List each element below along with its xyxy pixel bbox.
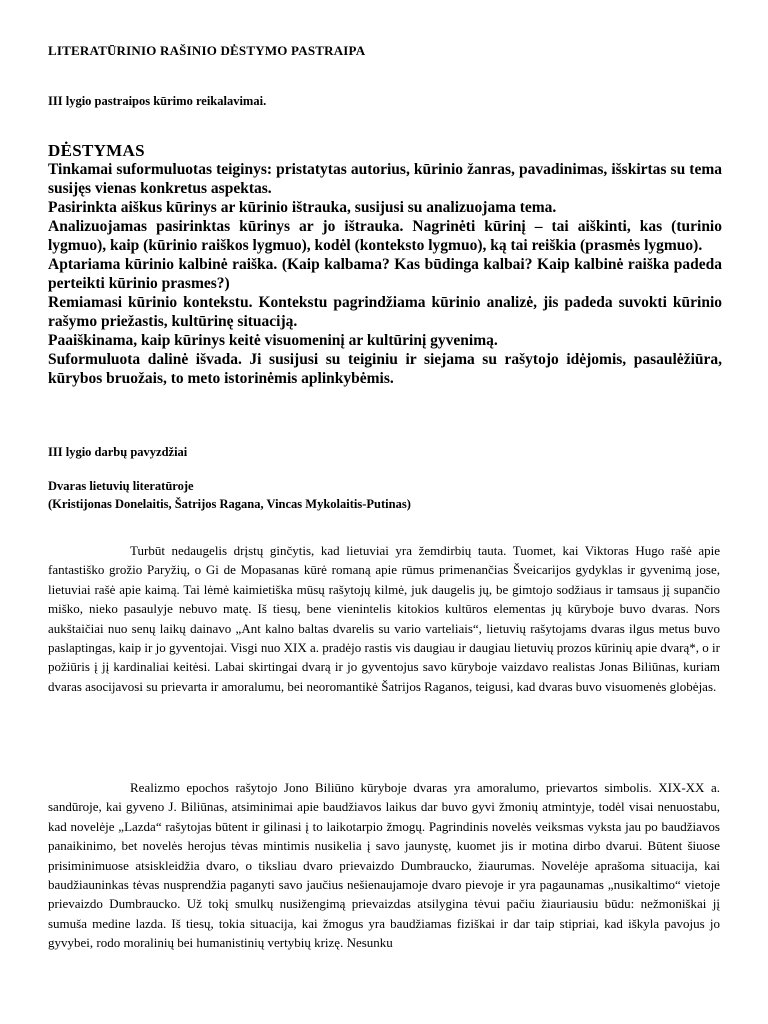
destymas-section <box>48 141 722 388</box>
requirements-subtitle: III lygio pastraipos kūrimo reikalavimai. <box>48 94 267 108</box>
section-heading: DĖSTYMAS <box>48 141 145 160</box>
requirement-item: Pasirinkta aiškus kūrinys ar kūrinio ištrauka, susijusi su analizuojama tema. <box>48 199 557 216</box>
requirement-item: Tinkamai suformuluotas teiginys: pristatytas autorius, kūrinio žanras, pavadinimas, išskirtas su tema susijęs vienas konkretus aspektas. <box>48 161 722 197</box>
requirement-item: Aptariama kūrinio kalbinė raiška. (Kaip kalbama? Kas būdinga kalbai? Kaip kalbinė raiška padeda perteikti kūrinio prasmes?) <box>48 256 722 292</box>
example-authors: (Kristijonas Donelaitis, Šatrijos Ragana, Vincas Mykolaitis-Putinas) <box>48 497 411 511</box>
requirement-item: Suformuluota dalinė išvada. Ji susijusi su teiginiu ir siejama su rašytojo idėjomis, pasaulėžiūra, kūrybos bruožais, to meto istorinėmis aplinkybėmis. <box>48 351 722 387</box>
essay-paragraph: Turbūt nedaugelis drįstų ginčytis, kad lietuviai yra žemdirbių tauta. Tuomet, kai Viktoras Hugo rašė apie fantastiško grožio Paryžių, o Gi de Mopasanas kūrė romaną apie rūmus primenančias Šveicarijos gydyklas ir gyvenimą jose, lietuviai rašė apie kaimą. Tai lėmė kaimietiška mūsų rašytojų kilmė, juk daugelis jų, be gimtojo sodžiaus ir tamsaus jį supančio miško, nieko pasaulyje nebuvo matę. Iš tiesų, bene vienintelis kitokios kultūros elementas jų kūryboje buvo dvaras. Nors aukštaičiai nuo senų laikų dainavo „Ant kalno baltas dvarelis su vario varteliais“, lietuvių rašytojams dvaras ilgus metus buvo paslaptingas, kaip ir jo gyventojai. Visgi nuo XIX a. pradėjo rastis vis daugiau ir daugiau lietuvių prozos kūrinių apie dvarą*, o ir požiūris į jį kardinaliai keitėsi. Labai skirtingai dvarą ir jo gyventojus savo kūryboje vaizdavo realistas Jonas Biliūnas, kuriam dvaras asocijavosi su prievarta ir amoralumu, bei neoromantikė Šatrijos Raganos, teigusi, kad dvaras buvo visuomenės globėjas. <box>48 543 720 694</box>
example-heading <box>48 477 411 513</box>
requirement-item: Analizuojamas pasirinktas kūrinys ar jo ištrauka. Nagrinėti kūrinį – tai aiškinti, kas (turinio lygmuo), kaip (kūrinio raiškos lygmuo), kodėl (konteksto lygmuo), ką tai reiškia (prasmės lygmuo). <box>48 218 722 254</box>
document-title: LITERATŪRINIO RAŠINIO DĖSTYMO PASTRAIPA <box>48 43 366 58</box>
essay-paragraph: Realizmo epochos rašytojo Jono Biliūno kūryboje dvaras yra amoralumo, prievartos simbolis. XIX-XX a. sandūroje, kai gyveno J. Biliūnas, atsiminimai apie baudžiavos laikus dar buvo gyvi žmonių atmintyje, todėl visai nenuostabu, kad novelėje „Lazda“ rašytojas būtent ir gilinasi į to laikotarpio žmogų. Pagrindinis novelės veiksmas vyksta jau po baudžiavos panaikinimo, bet novelės herojus tėvas mintimis nusikelia į savo jaunystę, kuomet jis ir motina dirbo dvarui. Būtent šiuose prisiminimuose atsiskleidžia dvaro, o tiksliau dvaro prievaizdo Dumbraucko, žiaurumas. Novelėje aprašoma situacija, kai baudžiauninkas tėvas nusprendžia paganyti savo jaučius nešienaujamoje dvaro pievoje ir yra pagaunamas „nusikaltimo“ vietoje prievaizdo Dumbraucko. Už tokį smulkų nusižengimą prievaizdas atsilygina tėvui pačiu žiauriausiu būdu: nežmoniškai jį sumuša medine lazda. Iš tiesų, tokia situacija, kai žmogus yra baudžiamas fiziškai ir dar taip stipriai, kad iškyla pavojus jo gyvybei, rodo moralinių bei humanistinių vertybių krizę. Nesunku <box>48 780 720 951</box>
requirement-item: Paaiškinama, kaip kūrinys keitė visuomeninį ar kultūrinį gyvenimą. <box>48 332 498 349</box>
example-title: Dvaras lietuvių literatūroje <box>48 479 194 493</box>
requirement-item: Remiamasi kūrinio kontekstu. Kontekstu pagrindžiama kūrinio analizė, jis padeda suvokti kūrinio rašymo priežastis, kultūrinę situaciją. <box>48 294 722 330</box>
examples-heading: III lygio darbų pavyzdžiai <box>48 445 188 459</box>
